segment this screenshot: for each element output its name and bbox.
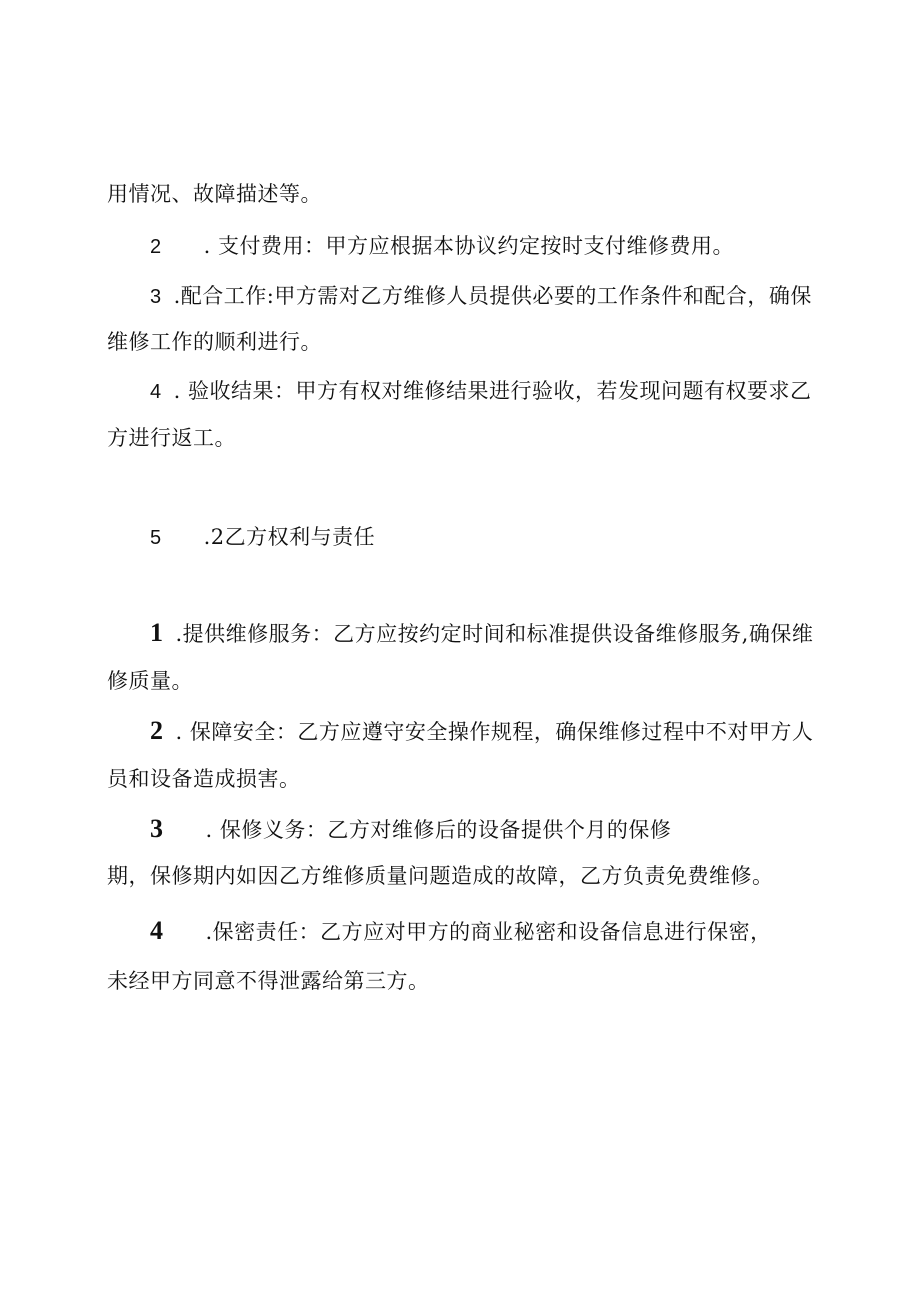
text-line-continuation — [107, 766, 301, 792]
item-number: 2 — [150, 236, 162, 258]
text-line-continuation — [107, 863, 774, 889]
item-text: .保密责任：乙方应对甲方的商业秘密和设备信息进行保密， — [205, 920, 772, 944]
item-number: 3 — [150, 814, 164, 843]
list-item-party-a-4 — [150, 378, 811, 405]
line-text: 方进行返工。 — [107, 426, 236, 450]
line-text: 修质量。 — [107, 669, 193, 693]
text-line-continuation — [107, 329, 322, 355]
section-heading — [150, 524, 375, 551]
list-item-party-a-2 — [150, 233, 734, 260]
list-item-party-b-2 — [150, 718, 813, 745]
line-text: 用情况、故障描述等。 — [107, 182, 322, 206]
list-item-party-a-3 — [150, 283, 812, 310]
item-number: 1 — [150, 618, 164, 647]
section-number: 5 — [150, 527, 162, 549]
item-text: . 支付费用：甲方应根据本协议约定按时支付维修费用。 — [203, 234, 734, 258]
text-line-continuation — [107, 968, 430, 994]
item-number: 4 — [150, 381, 162, 403]
item-number: 3 — [150, 286, 162, 308]
list-item-party-b-3 — [150, 816, 671, 843]
item-number: 2 — [150, 716, 164, 745]
list-item-party-b-4 — [150, 918, 772, 945]
text-line-1 — [107, 181, 322, 207]
item-text: .配合工作:甲方需对乙方维修人员提供必要的工作条件和配合，确保 — [173, 284, 812, 308]
item-text: . 保修义务：乙方对维修后的设备提供个月的保修 — [205, 818, 672, 842]
line-text: 维修工作的顺利进行。 — [107, 330, 322, 354]
line-text: 未经甲方同意不得泄露给第三方。 — [107, 969, 430, 993]
line-text: 期，保修期内如因乙方维修质量问题造成的故障，乙方负责免费维修。 — [107, 864, 774, 888]
list-item-party-b-1 — [150, 620, 813, 647]
item-text: .提供维修服务：乙方应按约定时间和标准提供设备维修服务,确保维 — [175, 622, 814, 646]
text-line-continuation — [107, 425, 236, 451]
text-line-continuation — [107, 668, 193, 694]
item-text: . 保障安全：乙方应遵守安全操作规程，确保维修过程中不对甲方人 — [175, 720, 814, 744]
item-text: . 验收结果：甲方有权对维修结果进行验收，若发现问题有权要求乙 — [173, 379, 812, 403]
line-text: 员和设备造成损害。 — [107, 767, 301, 791]
section-title: .2乙方权利与责任 — [203, 525, 376, 549]
item-number: 4 — [150, 916, 164, 945]
